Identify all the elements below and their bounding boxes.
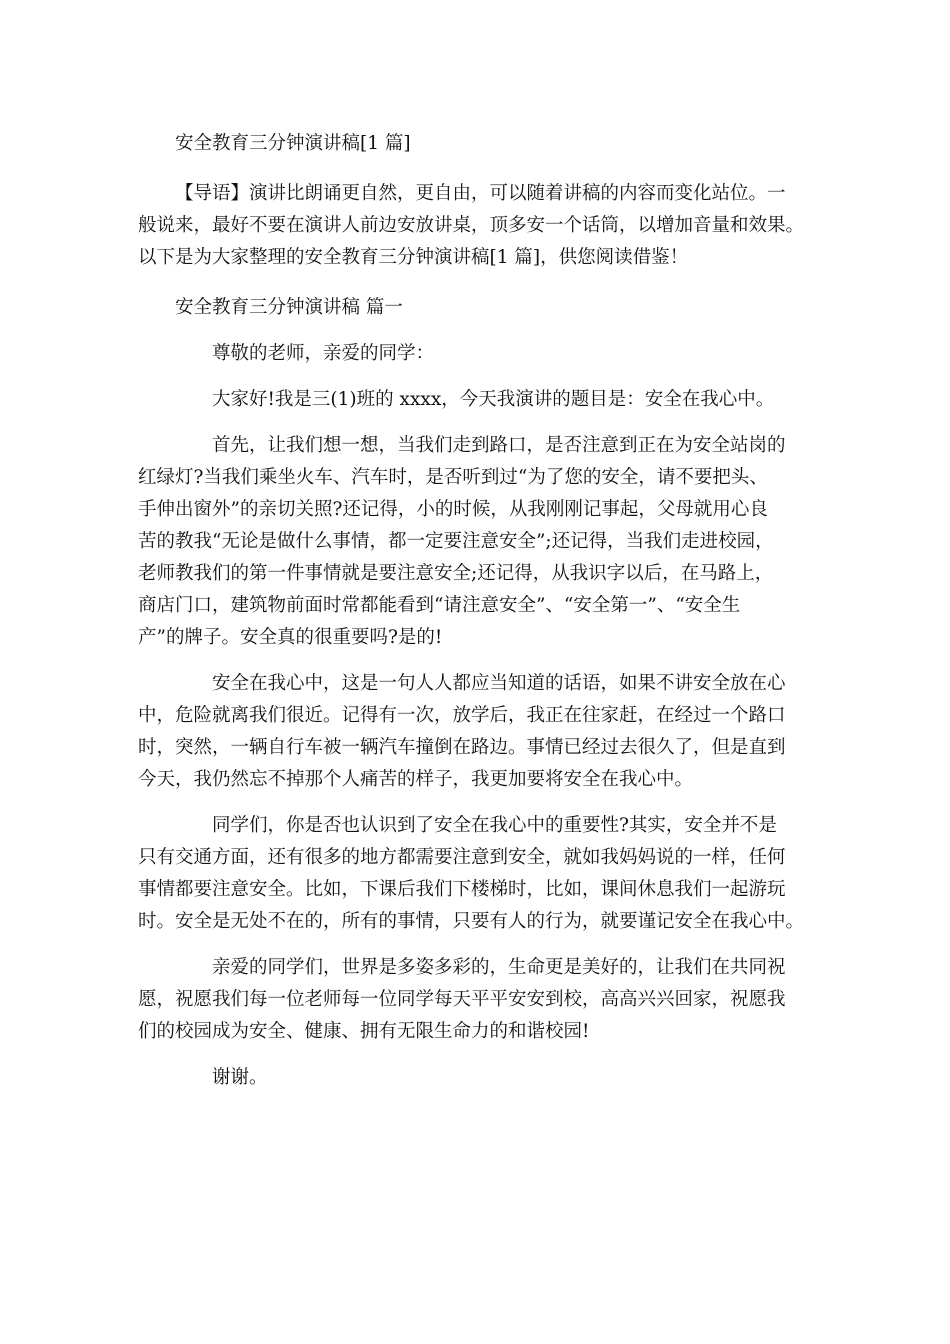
paragraph-line: 同学们，你是否也认识到了安全在我心中的重要性?其实，安全并不是	[212, 815, 777, 836]
document-page	[138, 128, 818, 1094]
closing: 谢谢。	[212, 1067, 268, 1088]
paragraph-line: 时，突然，一辆自行车被一辆汽车撞倒在路边。事情已经过去很久了，但是直到	[138, 737, 786, 758]
intro-line: 般说来，最好不要在演讲人前边安放讲桌，顶多安一个话筒，以增加音量和效果。	[138, 215, 805, 236]
paragraph-line: 今天，我仍然忘不掉那个人痛苦的样子，我更加要将安全在我心中。	[138, 769, 694, 790]
body-paragraph-3	[138, 810, 818, 938]
paragraph-line: 苦的教我“无论是做什么事情，都一定要注意安全”;还记得，当我们走进校园，	[138, 531, 774, 552]
paragraph-line: 愿，祝愿我们每一位老师每一位同学每天平平安安到校，高高兴兴回家，祝愿我	[138, 989, 786, 1010]
document-title: 安全教育三分钟演讲稿[1 篇]	[175, 133, 411, 154]
paragraph-line: 商店门口，建筑物前面时常都能看到“请注意安全”、“安全第一”、“安全生	[138, 595, 741, 616]
paragraph-line: 只有交通方面，还有很多的地方都需要注意到安全，就如我妈妈说的一样，任何	[138, 847, 786, 868]
paragraph-line: 安全在我心中，这是一句人人都应当知道的话语，如果不讲安全放在心	[212, 673, 786, 694]
intro-line: 以下是为大家整理的安全教育三分钟演讲稿[1 篇]，供您阅读借鉴！	[138, 247, 689, 268]
section-title: 安全教育三分钟演讲稿 篇一	[175, 297, 403, 318]
body-paragraph-1	[138, 430, 818, 654]
intro-paragraph	[138, 178, 818, 274]
paragraph-line: 手伸出窗外”的亲切关照?还记得，小的时候，从我刚刚记事起，父母就用心良	[138, 499, 768, 520]
paragraph-line: 事情都要注意安全。比如，下课后我们下楼梯时，比如，课间休息我们一起游玩	[138, 879, 786, 900]
paragraph-line: 老师教我们的第一件事情就是要注意安全;还记得，从我识字以后，在马路上，	[138, 563, 774, 584]
intro-line: 【导语】演讲比朗诵更自然，更自由，可以随着讲稿的内容而变化站位。一	[175, 183, 786, 204]
paragraph-line: 亲爱的同学们，世界是多姿多彩的，生命更是美好的，让我们在共同祝	[212, 957, 786, 978]
paragraph-line: 首先，让我们想一想，当我们走到路口，是否注意到正在为安全站岗的	[212, 435, 786, 456]
body-paragraph-2	[138, 668, 818, 796]
salutation: 尊敬的老师，亲爱的同学：	[212, 343, 435, 364]
paragraph-line: 中，危险就离我们很近。记得有一次，放学后，我正在往家赶，在经过一个路口	[138, 705, 786, 726]
paragraph-line: 们的校园成为安全、健康、拥有无限生命力的和谐校园!	[138, 1021, 590, 1042]
paragraph-line: 红绿灯?当我们乘坐火车、汽车时，是否听到过“为了您的安全，请不要把头、	[138, 467, 768, 488]
body-paragraph-4	[138, 952, 818, 1048]
paragraph-line: 时。安全是无处不在的，所有的事情，只要有人的行为，就要谨记安全在我心中。	[138, 911, 805, 932]
greeting: 大家好!我是三(1)班的 xxxx，今天我演讲的题目是：安全在我心中。	[212, 389, 775, 410]
paragraph-line: 产”的牌子。安全真的很重要吗?是的!	[138, 627, 443, 648]
